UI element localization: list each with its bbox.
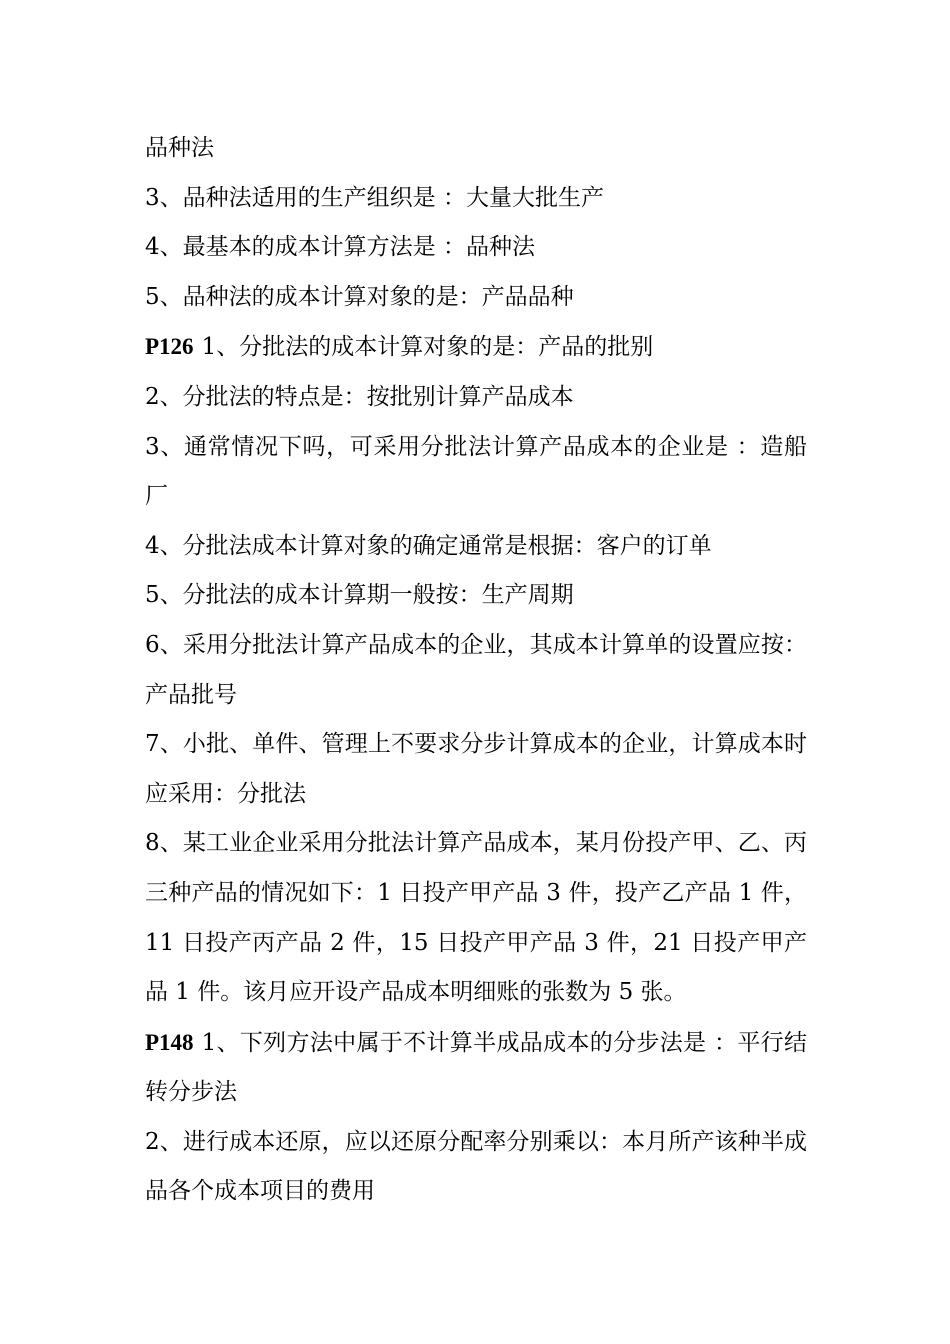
question-item: 3、通常情况下吗，可采用分批法计算产品成本的企业是 ：造船厂 <box>145 433 807 510</box>
document-body <box>145 124 807 1217</box>
question-item: P126 1、分批法的成本计算对象的是：产品的批别 <box>145 334 654 361</box>
section-heading: 品种法 <box>145 135 214 161</box>
question-item: P148 1、下列方法中属于不计算半成品成本的分步法是 ：平行结转分步法 <box>145 1029 807 1106</box>
question-item: 5、品种法的成本计算对象的是：产品品种 <box>145 283 574 310</box>
question-item: 5、分批法的成本计算期一般按：生产周期 <box>145 582 574 609</box>
question-item: 2、分批法的特点是：按批别计算产品成本 <box>145 383 574 410</box>
page-reference: P126 <box>145 334 194 360</box>
page-reference: P148 <box>145 1029 194 1055</box>
question-item: 6、采用分批法计算产品成本的企业，其成本计算单的设置应按：产品批号 <box>145 631 807 708</box>
question-item: 2、进行成本还原，应以还原分配率分别乘以：本月所产该种半成品各个成本项目的费用 <box>145 1128 807 1205</box>
question-item: 8、某工业企业采用分批法计算产品成本，某月份投产甲、乙、丙三种产品的情况如下：1 日投产甲产品 3 件，投产乙产品 1 件，11 日投产丙产品 2 件，15 日投产甲产品 3 件，21 日投产甲产品 1 件。该月应开设产品成本明细账的张数为 5 张。 <box>145 830 807 1006</box>
question-item: 3、品种法适用的生产组织是 ：大量大批生产 <box>145 184 604 211</box>
question-item: 7、小批、单件、管理上不要求分步计算成本的企业，计算成本时应采用：分批法 <box>145 731 807 807</box>
question-item: 4、分批法成本计算对象的确定通常是根据：客户的订单 <box>145 532 712 559</box>
question-item: 4、最基本的成本计算方法是 ：品种法 <box>145 234 535 261</box>
